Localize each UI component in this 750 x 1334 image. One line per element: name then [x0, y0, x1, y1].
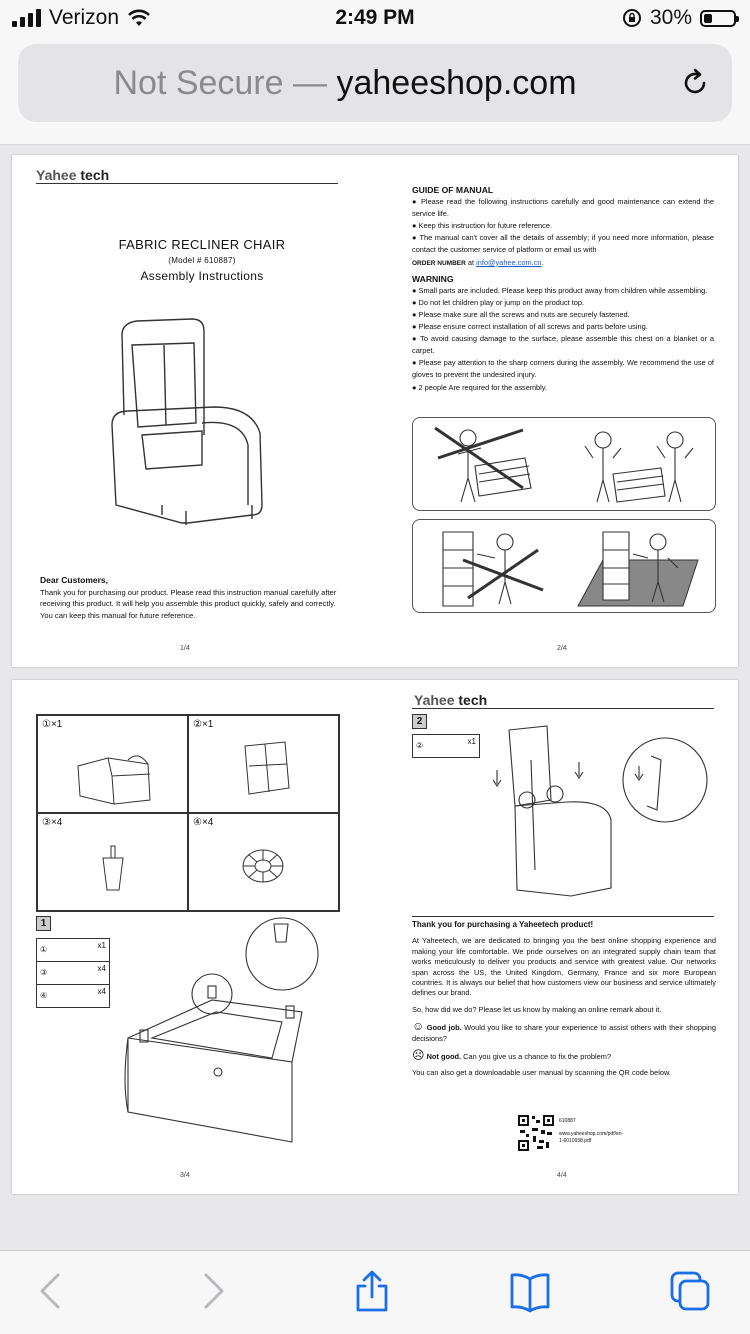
part-1: ①×1: [37, 715, 188, 813]
thanks-title: Thank you for purchasing a Yaheetech product!: [412, 920, 594, 929]
greeting-text: Thank you for purchasing our product. Please read this instruction manual carefully after receiving this product. It will help you assemble this product quickly, safely and correctly. You can keep this manual for future reference.: [40, 587, 337, 620]
tabs-icon[interactable]: [668, 1269, 712, 1313]
guide-item: ● Please read the following instructions carefully and good maintenance can extend the service life.: [412, 197, 714, 219]
clock: 2:49 PM: [335, 6, 415, 29]
forward-icon[interactable]: [190, 1269, 234, 1313]
blanket-illustration: [412, 519, 716, 613]
spread-1: [12, 155, 738, 667]
guide-item: ● Keep this instruction for future reference.: [412, 221, 553, 231]
step-1-parts: ① x1 ③ x4 ④ x4: [36, 938, 110, 1008]
email-link[interactable]: info@yahee.com.cn: [476, 257, 542, 267]
step-1-illustration: [112, 912, 338, 1152]
step-2-illustration: [487, 720, 717, 900]
battery-icon: [700, 10, 736, 27]
manual-text: GUIDE OF MANUAL ● Please read the following instructions carefully and good maintenance can extend the service life. ● Keep this instruction for future reference. ● The manual can't cover all the details of assembly; if you need more information, please contact the customer service of platform or email us with ORDER NUMBER at info@yahee.com.cn. WARNING ● Small parts are included. Please keep this product away from children while assembling. ● Do not let children play or jump on the product top. ● Please make sure all the screws and nuts are securely fastened. ● Please ensure correct installation of all screws and parts before using. ● To avoid causing damage to the surface, please assemble this chest on a blanket or a carpet. ● Please pay attention to the sharp corners during the assembly. We recommend the use of gloves to prevent the undesired injury. ● 2 people Are required for the assembly.: [412, 183, 714, 394]
orientation-lock-icon: [622, 8, 642, 28]
step-2-parts: ② x1: [412, 734, 480, 758]
guide-title: GUIDE OF MANUAL: [412, 185, 494, 195]
good-feedback: ☺ Good job. Would you like to share your experience to assist others with their shopping decisions?: [412, 1019, 716, 1043]
frown-icon: ☹: [412, 1048, 425, 1063]
warning-title: WARNING: [412, 273, 454, 284]
back-icon[interactable]: [30, 1269, 74, 1313]
warning-item: ● Small parts are included. Please keep this product away from children while assembling.: [412, 285, 708, 295]
pdf-viewer[interactable]: [0, 145, 750, 1250]
page-number-1: 1/4: [180, 645, 190, 652]
page-number-3: 3/4: [180, 1172, 190, 1179]
page-number-4: 4/4: [557, 1172, 567, 1179]
step-2-badge: 2: [412, 714, 427, 729]
part-4: ④×4: [188, 813, 339, 911]
page-number-2: 2/4: [557, 645, 567, 652]
status-bar: [0, 0, 750, 40]
warning-item: ● 2 people Are required for the assembly.: [412, 382, 547, 392]
parts-list: [36, 714, 340, 912]
feedback-prompt: So, how did we do? Please let us know by making an online remark about it.: [412, 1004, 662, 1014]
model-number: (Model # 610887): [168, 256, 236, 265]
bookmarks-icon[interactable]: [508, 1269, 552, 1313]
thank-you-section: [412, 920, 716, 1085]
warning-item: ● Please ensure correct installation of all screws and parts before using.: [412, 322, 648, 332]
part-2: ②×1: [188, 715, 339, 813]
qr-code-icon[interactable]: [517, 1114, 555, 1152]
warning-item: ● Please pay attention to the sharp corners during the assembly. We recommend the use of gloves to prevent the undesired injury.: [412, 358, 714, 380]
bad-feedback: ☹ Not good. Can you give us a chance to fix the problem?: [412, 1048, 612, 1063]
url-display[interactable]: [18, 44, 672, 122]
subtitle: Assembly Instructions: [140, 269, 264, 283]
brand-logo: Yahee tech: [36, 167, 110, 183]
reload-icon[interactable]: [678, 66, 712, 100]
browser-header: [0, 40, 750, 145]
browser-toolbar: [0, 1250, 750, 1334]
address-bar[interactable]: [18, 44, 732, 122]
order-number-label: ORDER NUMBER: [412, 259, 466, 267]
qr-instructions: You can also get a downloadable user manual by scanning the QR code below.: [412, 1068, 671, 1078]
guide-item: ● The manual can't cover all the details of assembly; if you need more information, please contact the customer service of platform or email us with: [412, 233, 714, 255]
part-3: ③×4: [37, 813, 188, 911]
brand-logo-2: Yahee tech: [414, 692, 488, 708]
share-icon[interactable]: [350, 1269, 394, 1313]
spread-2: [12, 680, 738, 1194]
smile-icon: ☺: [412, 1019, 425, 1034]
url-host: yaheeshop.com: [336, 64, 577, 102]
greeting: Dear Customers,: [40, 575, 109, 585]
not-secure-label: Not Secure —: [113, 64, 337, 102]
product-title: FABRIC RECLINER CHAIR: [118, 237, 286, 252]
warning-item: ● Do not let children play or jump on the product top.: [412, 297, 585, 307]
thanks-paragraph: At Yaheetech, we are dedicated to bringing you the best online shopping experience and making your life comfortable. We pride ourselves on an integrated supply chain team that works meticulously to deliver you products and service with greatest value. Our networks span across the US, the United Kingdom, Germany, France and six more European countries. It is always our belief that how customers view our business and service ultimately defines our brand.: [412, 936, 716, 998]
battery-percent: 30%: [649, 6, 692, 29]
qr-caption: 610887 www.yaheeshop.com/pdf/en-1-6010938.pdf: [559, 1118, 624, 1144]
step-1-badge: 1: [36, 916, 51, 931]
two-people-illustration: [412, 417, 716, 511]
warning-item: ● Please make sure all the screws and nuts are securely fastened.: [412, 309, 630, 319]
warning-item: ● To avoid causing damage to the surface, please assemble this chest on a blanket or a carpet.: [412, 334, 714, 356]
recliner-chair-illustration: [102, 315, 272, 525]
carrier-name: Verizon: [49, 6, 120, 29]
